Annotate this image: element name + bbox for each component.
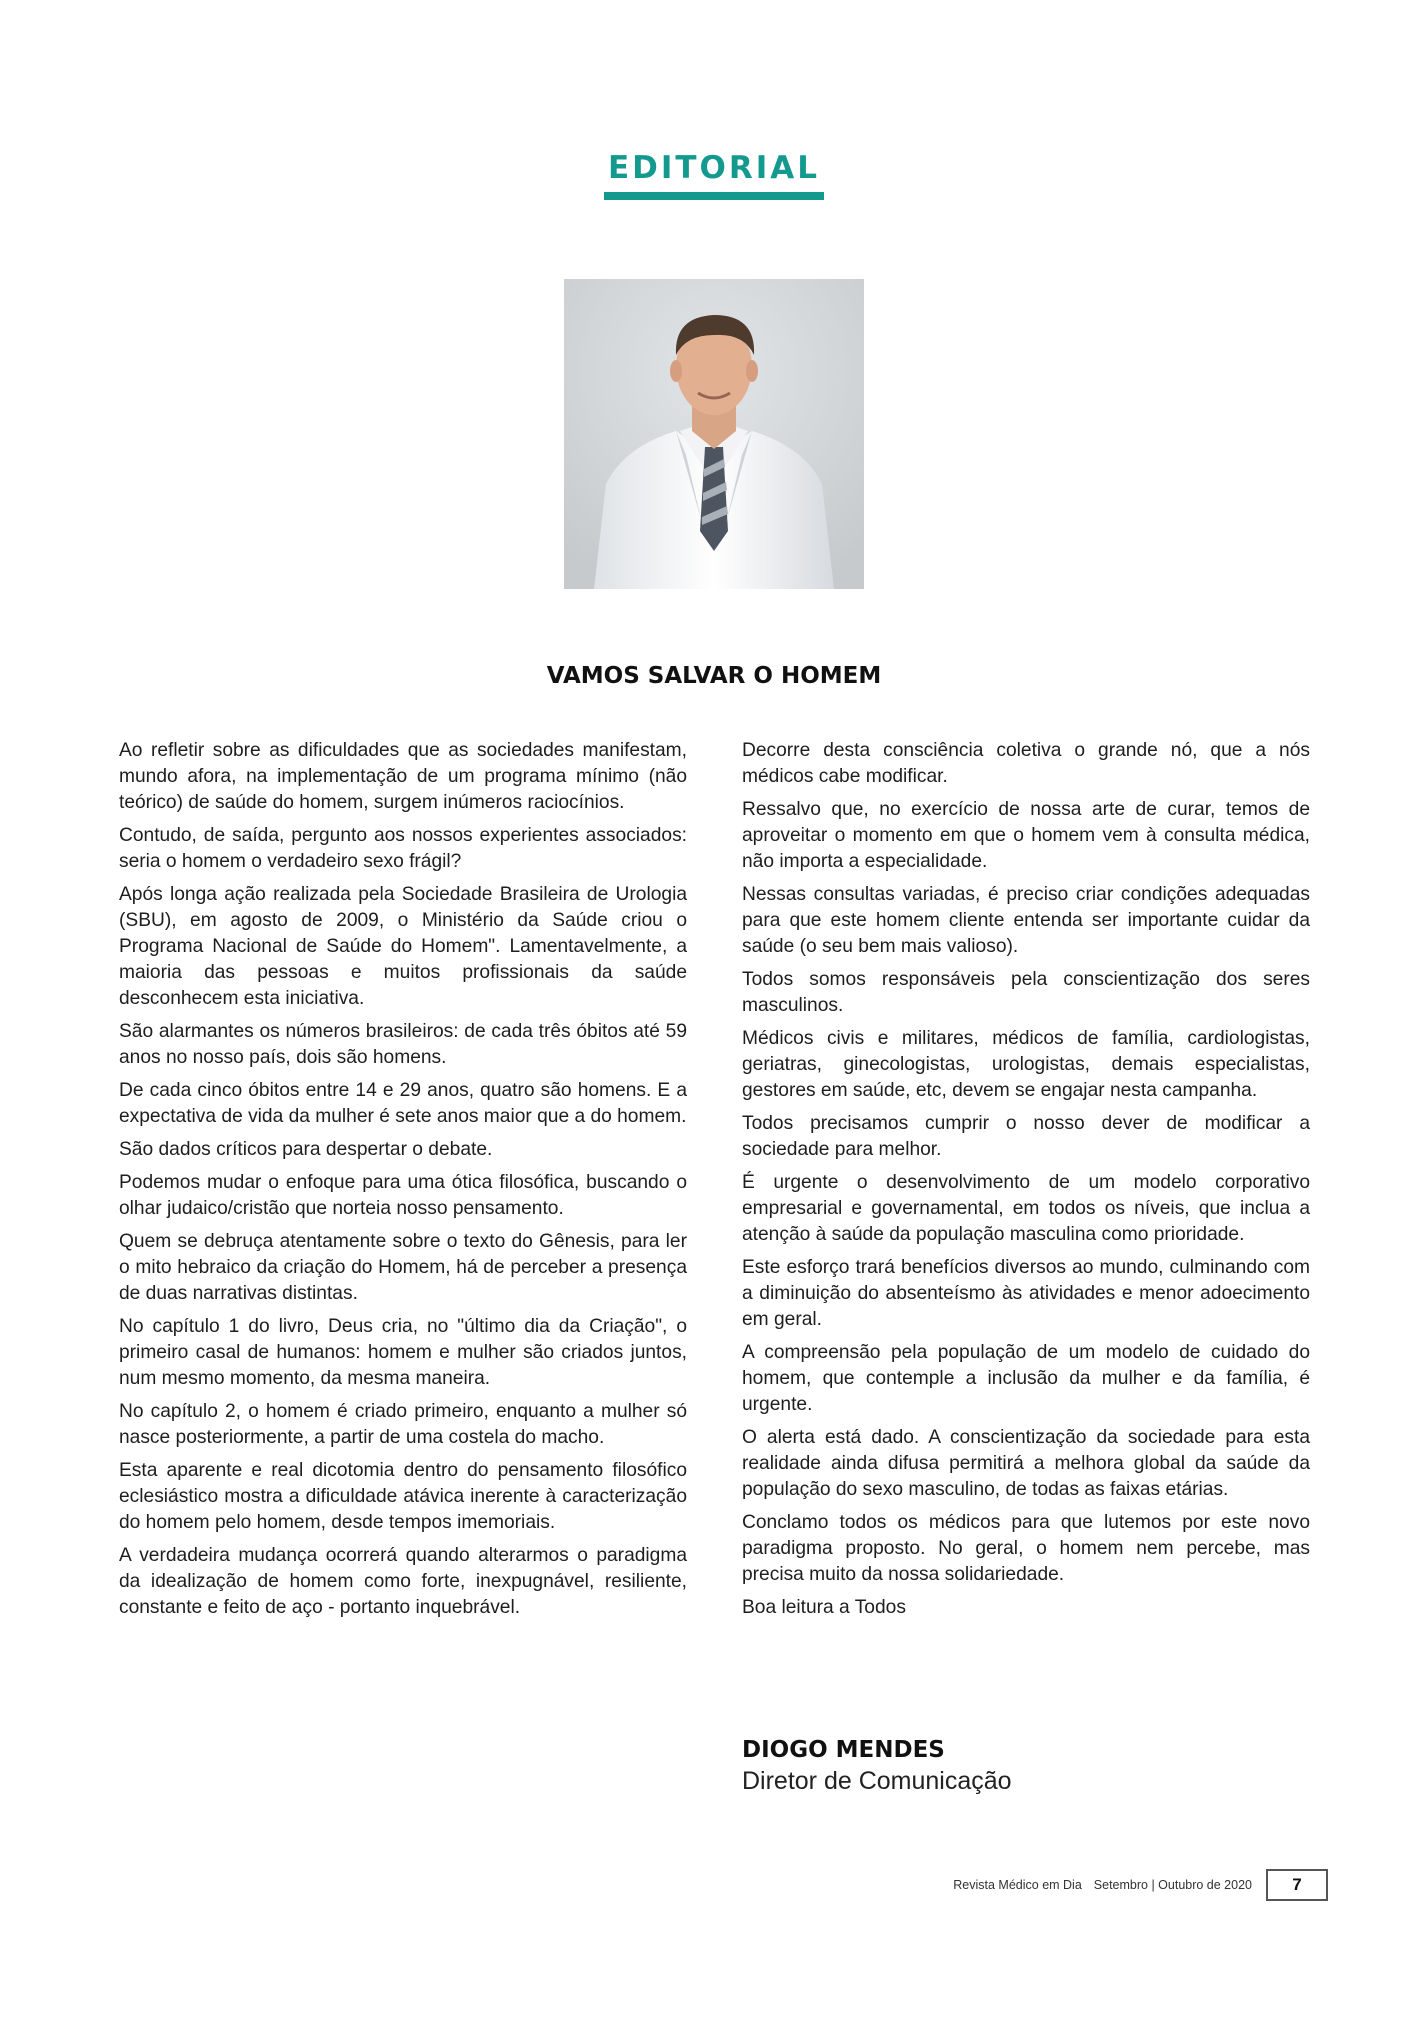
paragraph: Todos precisamos cumprir o nosso dever de modificar a sociedade para melhor. [742,1113,1310,1160]
section-header [0,150,1428,200]
paragraph: Conclamo todos os médicos para que lutemos por este novo paradigma proposto. No geral, o homem nem percebe, mas precisa muito da nossa solidariedade. [742,1512,1310,1585]
author-name: DIOGO MENDES [742,1737,945,1763]
paragraph: A compreensão pela população de um modelo de cuidado do homem, que contemple a inclusão da mulher e da família, é urgente. [742,1342,1310,1415]
author-photo [564,279,864,589]
paragraph: O alerta está dado. A conscientização da sociedade para esta realidade ainda difusa permitirá a melhora global da saúde da população do sexo masculino, de todas as faixas etárias. [742,1427,1310,1500]
footer-text [953,1878,1252,1892]
article-column-left [119,738,687,1628]
paragraph: Esta aparente e real dicotomia dentro do pensamento filosófico eclesiástico mostra a dificuldade atávica inerente à caracterização do homem pelo homem, desde tempos imemoriais. [119,1460,687,1533]
section-title: EDITORIAL [604,150,824,200]
page-footer [953,1869,1328,1901]
paragraph: Boa leitura a Todos [742,1597,906,1618]
paragraph: Ao refletir sobre as dificuldades que as sociedades manifestam, mundo afora, na implementação de um programa mínimo (não teórico) de saúde do homem, surgem inúmeros raciocínios. [119,740,687,813]
paragraph: Decorre desta consciência coletiva o grande nó, que a nós médicos cabe modificar. [742,740,1310,787]
paragraph: Nessas consultas variadas, é preciso criar condições adequadas para que este homem cliente entenda ser importante cuidar da saúde (o seu bem mais valioso). [742,884,1310,957]
paragraph: São dados críticos para despertar o debate. [119,1139,493,1160]
page-number: 7 [1266,1869,1328,1901]
author-signature [742,1735,1012,1797]
paragraph: Contudo, de saída, pergunto aos nossos experientes associados: seria o homem o verdadeiro sexo frágil? [119,825,687,872]
paragraph: A verdadeira mudança ocorrerá quando alterarmos o paradigma da idealização de homem como forte, inexpugnável, resiliente, constante e feito de aço - portanto inquebrável. [119,1545,687,1618]
paragraph: Após longa ação realizada pela Sociedade Brasileira de Urologia (SBU), em agosto de 2009, o Ministério da Saúde criou o Programa Nacional de Saúde do Homem". Lamentavelmente, a maioria das pessoas e muitos profissionais da saúde desconhecem esta iniciativa. [119,884,687,1009]
paragraph: Quem se debruça atentamente sobre o texto do Gênesis, para ler o mito hebraico da criação do Homem, há de perceber a presença de duas narrativas distintas. [119,1231,687,1304]
paragraph: Este esforço trará benefícios diversos ao mundo, culminando com a diminuição do absenteísmo às atividades e menor adoecimento em geral. [742,1257,1310,1330]
paragraph: São alarmantes os números brasileiros: de cada três óbitos até 59 anos no nosso país, dois são homens. [119,1021,687,1068]
paragraph: Podemos mudar o enfoque para uma ótica filosófica, buscando o olhar judaico/cristão que norteia nosso pensamento. [119,1172,687,1219]
paragraph: É urgente o desenvolvimento de um modelo corporativo empresarial e governamental, em todos os níveis, que inclua a atenção à saúde da população masculina como prioridade. [742,1172,1310,1245]
paragraph: Todos somos responsáveis pela conscientização dos seres masculinos. [742,969,1310,1016]
paragraph: No capítulo 2, o homem é criado primeiro, enquanto a mulher só nasce posteriormente, a partir de uma costela do macho. [119,1401,687,1448]
article-title: VAMOS SALVAR O HOMEM [546,663,882,689]
paragraph: Ressalvo que, no exercício de nossa arte de curar, temos de aproveitar o momento em que o homem vem à consulta médica, não importa a especialidade. [742,799,1310,872]
paragraph: De cada cinco óbitos entre 14 e 29 anos, quatro são homens. E a expectativa de vida da mulher é sete anos maior que a do homem. [119,1080,687,1127]
author-role: Diretor de Comunicação [742,1767,1012,1795]
paragraph: Médicos civis e militares, médicos de família, cardiologistas, geriatras, ginecologistas, urologistas, demais especialistas, gestores em saúde, etc, devem se engajar nesta campanha. [742,1028,1310,1101]
issue-date: Setembro | Outubro de 2020 [1093,1878,1252,1892]
article-column-right [742,738,1310,1628]
magazine-name: Revista Médico em Dia [953,1878,1082,1892]
paragraph: No capítulo 1 do livro, Deus cria, no "último dia da Criação", o primeiro casal de humanos: homem e mulher são criados juntos, num mesmo momento, da mesma maneira. [119,1316,687,1389]
